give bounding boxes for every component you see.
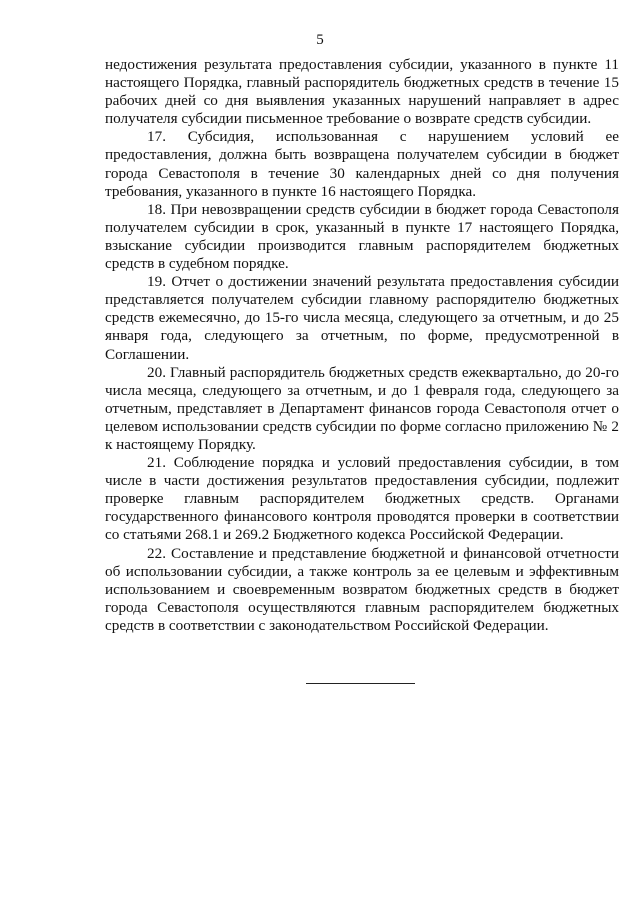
end-separator-line	[306, 683, 415, 684]
document-body	[105, 56, 619, 635]
paragraph-17: 17. Субсидия, использованная с нарушением условий ее предоставления, должна быть возвращена получателем субсидии в бюджет города Севастополя в течение 30 календарных дней со дня получения требования, указанного в пункте 16 настоящего Порядка.	[105, 128, 619, 200]
paragraph-19: 19. Отчет о достижении значений результата предоставления субсидии представляется получателем субсидии главному распорядителю бюджетных средств ежемесячно, до 15-го числа месяца, следующего за отчетным, и до 25 января года, следующего за отчетным, по форме, предусмотренной в Соглашении.	[105, 273, 619, 363]
page-number: 5	[316, 32, 324, 48]
paragraph-21: 21. Соблюдение порядка и условий предоставления субсидии, в том числе в части достижения результатов предоставления субсидии, подлежит проверке главным распорядителем бюджетных средств. Органами государственного финансового контроля проводятся проверки в соответствии со статьями 268.1 и 269.2 Бюджетного кодекса Российской Федерации.	[105, 454, 619, 544]
paragraph-18: 18. При невозвращении средств субсидии в бюджет города Севастополя получателем субсидии в срок, указанный в пункте 17 настоящего Порядка, взыскание субсидии производится главным распорядителем бюджетных средств в судебном порядке.	[105, 200, 619, 273]
paragraph-20: 20. Главный распорядитель бюджетных средств ежеквартально, до 20-го числа месяца, следующего за отчетным, и до 1 февраля года, следующего за отчетным, представляет в Департамент финансов города Севастополя отчет о целевом использовании средств субсидии по форме согласно приложению № 2 к настоящему Порядку.	[105, 363, 619, 453]
paragraph-22: 22. Составление и представление бюджетной и финансовой отчетности об использовании субсидии, а также контроль за ее целевым и эффективным использованием и своевременным возвратом бюджетных средств в бюджет города Севастополя осуществляются главным распорядителем бюджетных средств в соответствии с законодательством Российской Федерации.	[105, 544, 619, 634]
paragraph-16-continuation: недостижения результата предоставления субсидии, указанного в пункте 11 настоящего Порядка, главный распорядитель бюджетных средств в течение 15 рабочих дней со дня выявления указанных нарушений направляет в адрес получателя субсидии письменное требование о возврате средств субсидии.	[105, 56, 619, 128]
